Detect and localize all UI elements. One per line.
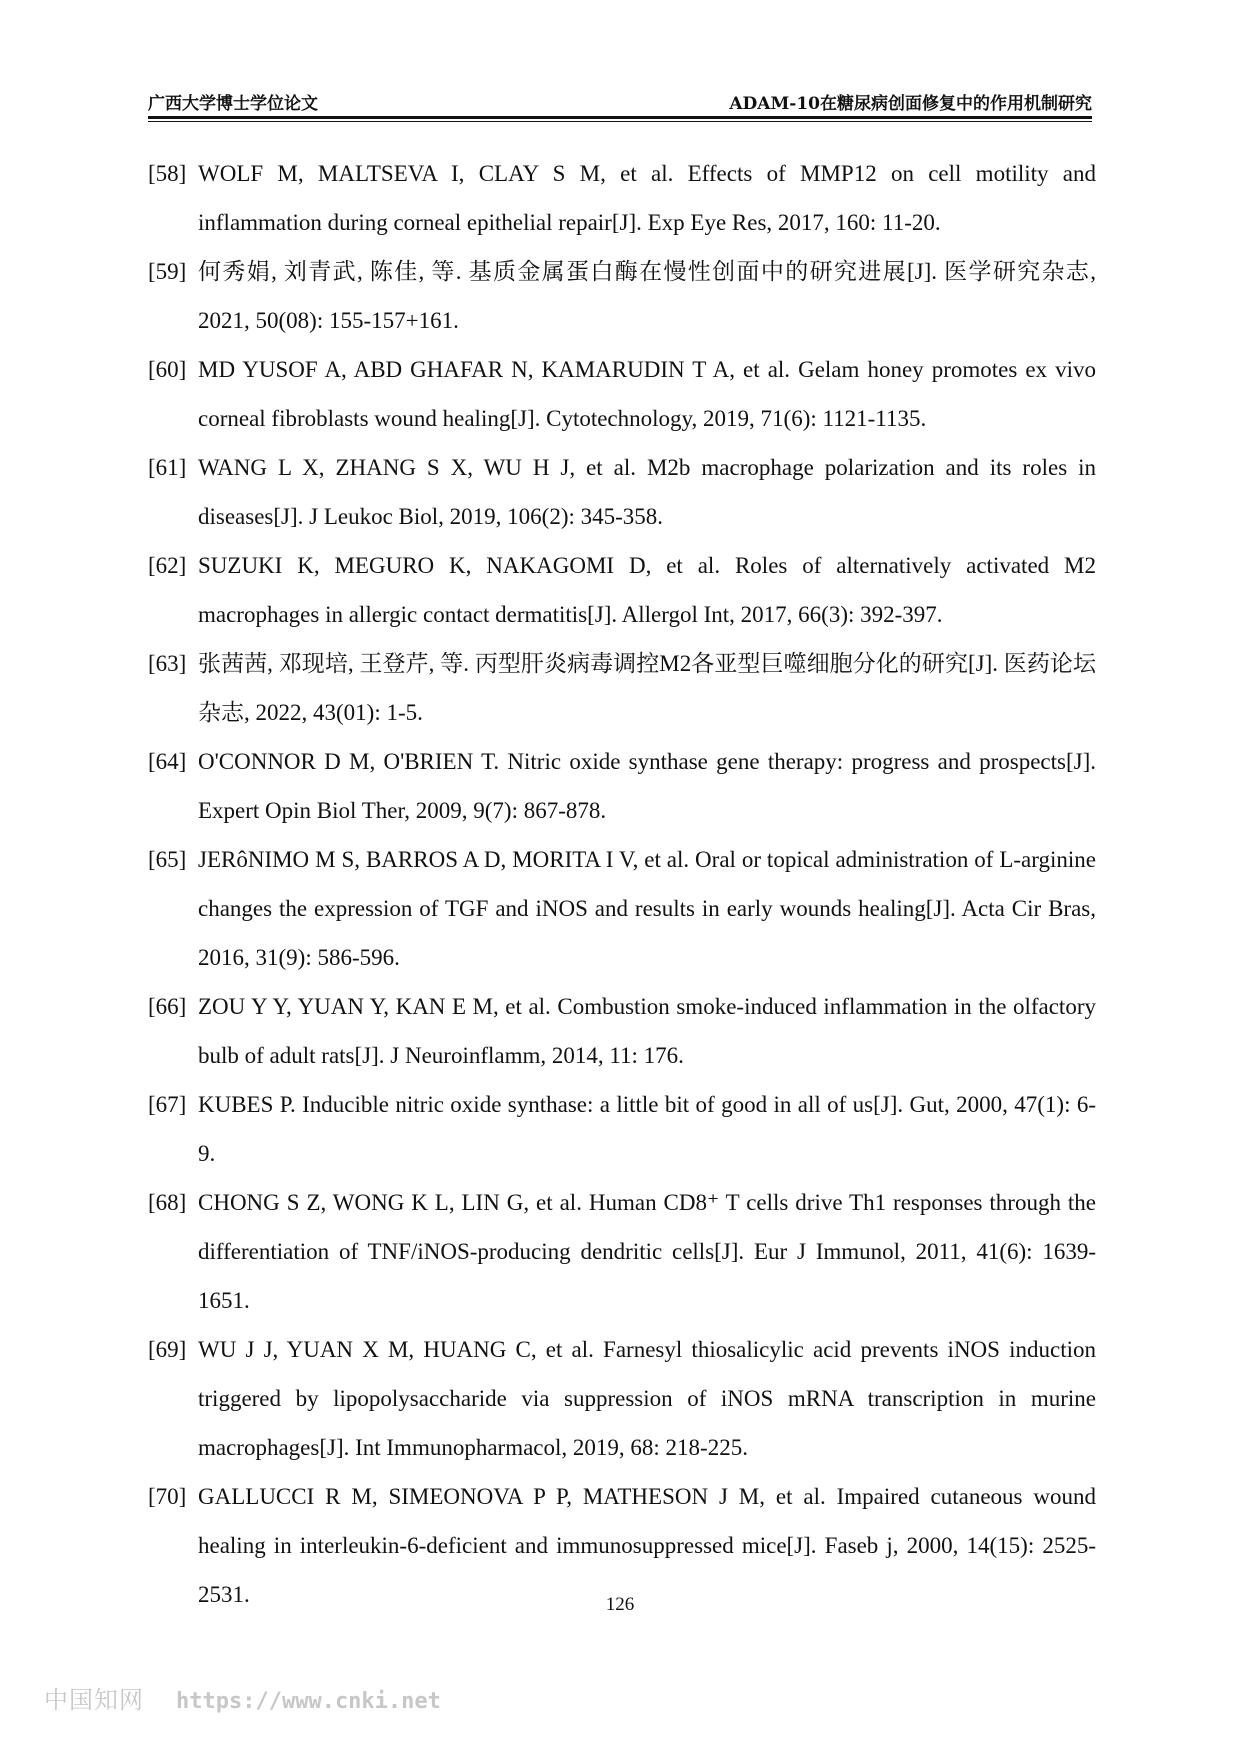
reference-number: [60] (148, 357, 187, 382)
reference-item (148, 247, 1096, 345)
reference-number: [63] (148, 651, 187, 676)
reference-number: [62] (148, 553, 187, 578)
reference-item (148, 345, 1096, 443)
reference-number: [69] (148, 1337, 187, 1362)
reference-text: O'CONNOR D M, O'BRIEN T. Nitric oxide synthase gene therapy: progress and prospects[J]. Expert Opin Biol Ther, 2009, 9(7): 867-878. (198, 749, 1096, 823)
reference-text: GALLUCCI R M, SIMEONOVA P P, MATHESON J M, et al. Impaired cutaneous wound healing in interleukin-6-deficient and immunosuppressed mice[J]. Faseb j, 2000, 14(15): 2525-2531. (198, 1484, 1096, 1607)
reference-item (148, 1178, 1096, 1325)
reference-item (148, 982, 1096, 1080)
reference-text: JERôNIMO M S, BARROS A D, MORITA I V, et al. Oral or topical administration of L-arginine changes the expression of TGF and iNOS and results in early wounds healing[J]. Acta Cir Bras, 2016, 31(9): 586-596. (198, 847, 1096, 970)
reference-number: [66] (148, 994, 187, 1019)
reference-text: 张茜茜, 邓现培, 王登芹, 等. 丙型肝炎病毒调控M2各亚型巨噬细胞分化的研究[J]. 医药论坛杂志, 2022, 43(01): 1-5. (198, 651, 1096, 725)
reference-number: [61] (148, 455, 187, 480)
header-rule-thin (148, 121, 1092, 122)
reference-number: [64] (148, 749, 187, 774)
watermark-site-name: 中国知网 (44, 1686, 144, 1714)
reference-item (148, 1080, 1096, 1178)
reference-number: [70] (148, 1484, 187, 1509)
reference-item (148, 541, 1096, 639)
header-thesis-title: ADAM-10在糖尿病创面修复中的作用机制研究 (729, 94, 1092, 114)
reference-number: [67] (148, 1092, 187, 1117)
reference-item (148, 1325, 1096, 1472)
reference-text: KUBES P. Inducible nitric oxide synthase: a little bit of good in all of us[J]. Gut, 2000, 47(1): 6-9. (198, 1092, 1096, 1166)
reference-item (148, 149, 1096, 247)
page-number: 126 (605, 1594, 635, 1615)
reference-number: [65] (148, 847, 187, 872)
reference-item (148, 835, 1096, 982)
reference-item (148, 639, 1096, 737)
reference-text: CHONG S Z, WONG K L, LIN G, et al. Human CD8⁺ T cells drive Th1 responses through the differentiation of TNF/iNOS-producing dendritic cells[J]. Eur J Immunol, 2011, 41(6): 1639-1651. (198, 1190, 1096, 1313)
reference-item (148, 737, 1096, 835)
reference-text: WOLF M, MALTSEVA I, CLAY S M, et al. Effects of MMP12 on cell motility and inflammation during corneal epithelial repair[J]. Exp Eye Res, 2017, 160: 11-20. (198, 161, 1096, 235)
cnki-watermark (44, 1680, 441, 1715)
reference-number: [68] (148, 1190, 187, 1215)
reference-text: MD YUSOF A, ABD GHAFAR N, KAMARUDIN T A, et al. Gelam honey promotes ex vivo corneal fibroblasts wound healing[J]. Cytotechnology, 2019, 71(6): 1121-1135. (198, 357, 1096, 431)
reference-text: SUZUKI K, MEGURO K, NAKAGOMI D, et al. Roles of alternatively activated M2 macrophages in allergic contact dermatitis[J]. Allergol Int, 2017, 66(3): 392-397. (198, 553, 1096, 627)
running-header (148, 88, 1092, 114)
watermark-url: https://www.cnki.net (176, 1689, 441, 1714)
reference-text: WU J J, YUAN X M, HUANG C, et al. Farnesyl thiosalicylic acid prevents iNOS induction triggered by lipopolysaccharide via suppression of iNOS mRNA transcription in murine macrophages[J]. Int Immunopharmacol, 2019, 68: 218-225. (198, 1337, 1096, 1460)
header-thesis-type: 广西大学博士学位论文 (148, 94, 318, 114)
reference-list (148, 149, 1096, 1619)
reference-number: [58] (148, 161, 187, 186)
reference-number: [59] (148, 259, 187, 284)
header-rule-thick (148, 116, 1092, 119)
reference-text: ZOU Y Y, YUAN Y, KAN E M, et al. Combustion smoke-induced inflammation in the olfactory bulb of adult rats[J]. J Neuroinflamm, 2014, 11: 176. (198, 994, 1096, 1068)
reference-item (148, 443, 1096, 541)
reference-text: WANG L X, ZHANG S X, WU H J, et al. M2b macrophage polarization and its roles in diseases[J]. J Leukoc Biol, 2019, 106(2): 345-358. (198, 455, 1096, 529)
reference-text: 何秀娟, 刘青武, 陈佳, 等. 基质金属蛋白酶在慢性创面中的研究进展[J]. 医学研究杂志, 2021, 50(08): 155-157+161. (198, 259, 1096, 333)
